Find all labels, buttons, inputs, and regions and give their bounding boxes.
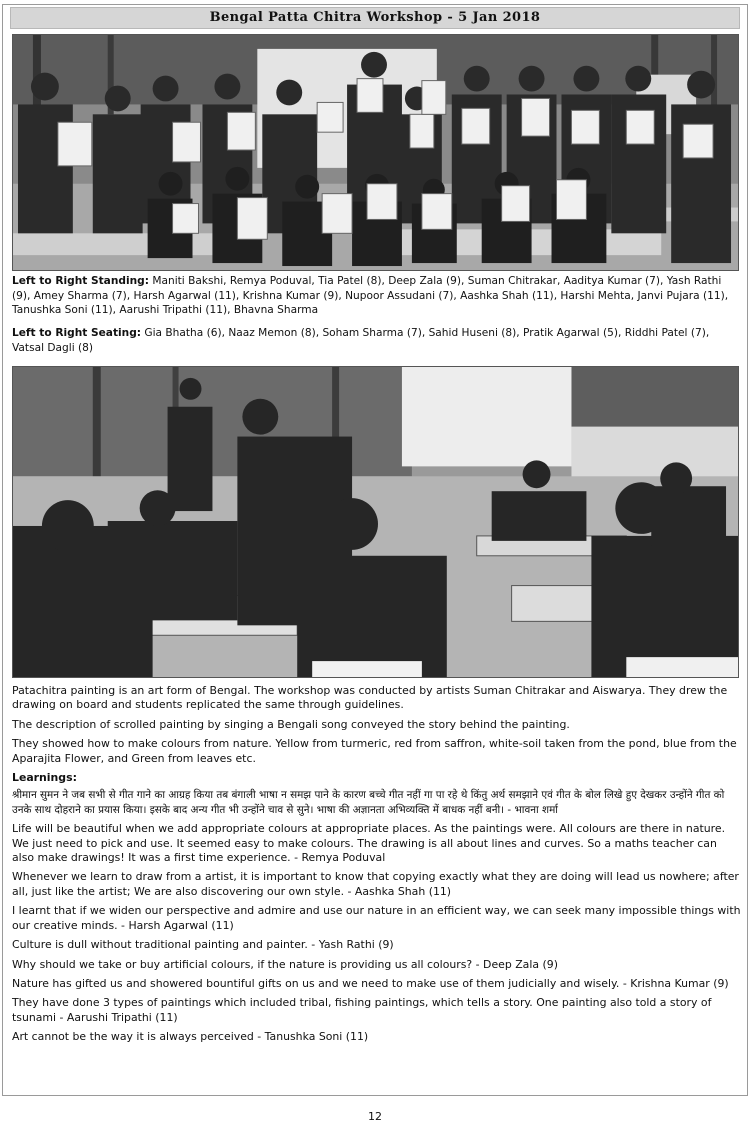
quote-item: Whenever we learn to draw from a artist, it is important to know that copying exactly what they are doing will lead us nowhere; after all, just like the artist; We are also discovering our own style. - Aashka Shah (11) — [12, 870, 739, 898]
article-body — [12, 684, 741, 1050]
workshop-photo — [12, 366, 739, 678]
standing-label: Left to Right Standing: — [12, 275, 149, 287]
page-title: Bengal Patta Chitra Workshop - 5 Jan 2018 — [10, 7, 740, 29]
standing-caption — [12, 274, 740, 318]
intro-paragraph: Patachitra painting is an art form of Bengal. The workshop was conducted by artists Suman Chitrakar and Aiswarya. They drew the drawing on board and students replicated the same through guidelines. — [12, 684, 728, 712]
colours-paragraph: They showed how to make colours from nature. Yellow from turmeric, red from saffron, white-soil taken from the pond, blue from the Aparajita Flower, and Green from leaves etc. — [12, 737, 737, 765]
quote-item: Why should we take or buy artificial colours, if the nature is providing us all colours? - Deep Zala (9) — [12, 957, 558, 971]
quote-item: Life will be beautiful when we add appropriate colours at appropriate places. As the paintings were. All colours are there in nature. We just need to pick and use. It seemed easy to make colours. The drawing is all about lines and curves. So a maths teacher can also make drawings! It was a first time experience. - Remya Poduval — [12, 822, 726, 865]
quote-item: Nature has gifted us and showered bountiful gifts on us and we need to make use of them judicially and wisely. - Krishna Kumar (9) — [12, 976, 729, 990]
quote-item: Culture is dull without traditional painting and painter. - Yash Rathi (9) — [12, 938, 394, 952]
seating-label: Left to Right Seating: — [12, 327, 142, 339]
group-photo — [12, 34, 739, 271]
quote-item: Art cannot be the way it is always perceived - Tanushka Soni (11) — [12, 1030, 369, 1044]
standing-names: Maniti Bakshi, Remya Poduval, Tia Patel (8), Deep Zala (9), Suman Chitrakar, Aaditya Kumar (7), Yash Rathi (9), Amey Sharma (7), Harsh Agarwal (11), Krishna Kumar (9), Nupoor Assudani (7), Aashka Shah (11), Harshi Mehta, Janvi Pujara (11), Tanushka Soni (11), Aarushi Tripathi (11), Bhavna Sharma — [12, 275, 729, 317]
learnings-heading: Learnings: — [12, 771, 77, 785]
quote-item: They have done 3 types of paintings which included tribal, fishing paintings, which tells a story. One painting also told a story of tsunami - Aarushi Tripathi (11) — [12, 996, 712, 1024]
seating-caption — [12, 326, 740, 355]
description-paragraph: The description of scrolled painting by singing a Bengali song conveyed the story behind the painting. — [12, 717, 570, 731]
quote-item: I learnt that if we widen our perspective and admire and use our nature in an efficient way, we can seek many impossible things with our creative minds. - Harsh Agarwal (11) — [12, 904, 741, 932]
seating-names: Gia Bhatha (6), Naaz Memon (8), Soham Sharma (7), Sahid Huseni (8), Pratik Agarwal (5), Riddhi Patel (7), Vatsal Dagli (8) — [12, 327, 710, 354]
page-number: 12 — [368, 1110, 382, 1123]
hindi-note: श्रीमान सुमन ने जब सभी से गीत गाने का आग्रह किया तब बंगाली भाषा न समझ पाने के कारण बच्चे गीत नहीं गा पा रहे थे किंतु अर्थ समझाने एवं गीत के बोल लिखे हुए देखकर उन्होंने गीत को उनके साथ दोहराने का प्रयास किया। इसके बाद अन्य गीत भी उन्होंने चाव से सुने। भाषा की अज्ञानता अभिव्यक्ति में बाधक नहीं बनी। - भावना शर्मा — [12, 789, 725, 816]
